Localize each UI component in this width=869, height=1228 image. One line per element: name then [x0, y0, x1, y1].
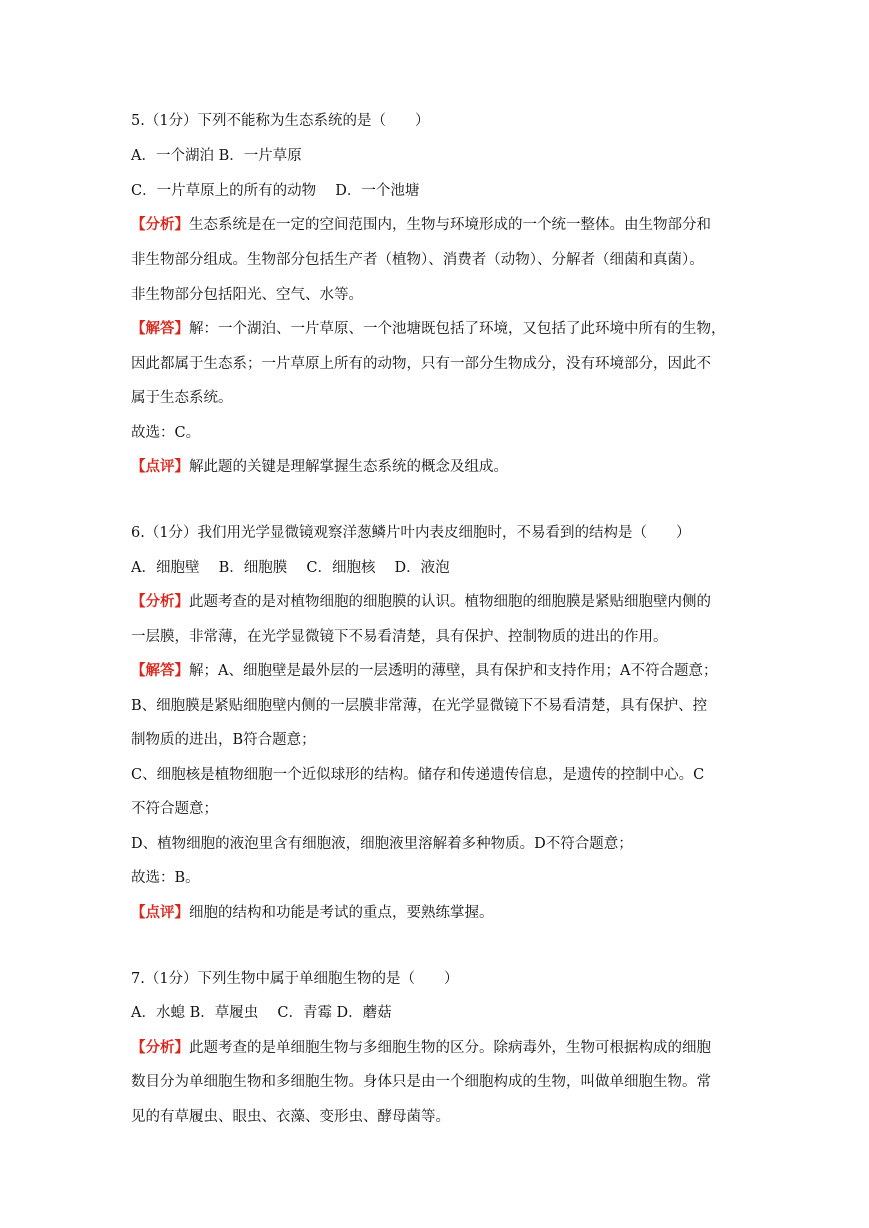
analysis-text: 此题考查的是单细胞生物与多细胞生物的区分。除病毒外，生物可根据构成的细胞	[189, 1040, 711, 1056]
question-6-choice: 故选：B。	[131, 870, 200, 886]
comment-tag: 【点评】	[131, 904, 189, 921]
question-6-answer-line-5: 不符合题意；	[131, 801, 218, 817]
question-5-options-ab: A．一个湖泊 B．一片草原	[131, 148, 302, 164]
analysis-text: 此题考查的是对植物细胞的细胞膜的认识。植物细胞的细胞膜是紧贴细胞壁内侧的	[189, 594, 711, 610]
question-5-options-cd: C．一片草原上的所有的动物 D．一个池塘	[131, 183, 420, 199]
question-6-answer-line-6: D、植物细胞的液泡里含有细胞液，细胞液里溶解着多种物质。D不符合题意；	[131, 836, 633, 852]
question-6-comment-line	[131, 903, 494, 923]
question-5-answer-line-3: 属于生态系统。	[131, 390, 233, 406]
comment-tag: 【点评】	[131, 458, 189, 475]
question-6-analysis-line	[131, 592, 711, 612]
question-7-analysis-line	[131, 1038, 711, 1058]
question-5-analysis-line	[131, 215, 711, 235]
analysis-text: 生态系统是在一定的空间范围内，生物与环境形成的一个统一整体。由生物部分和	[189, 217, 711, 233]
question-6-answer-line	[131, 661, 717, 681]
question-6-options: A．细胞壁 B．细胞膜 C．细胞核 D．液泡	[131, 560, 450, 576]
question-7-title: 7.（1分）下列生物中属于单细胞生物的是（ ）	[131, 971, 459, 987]
question-6-title: 6.（1分）我们用光学显微镜观察洋葱鳞片叶内表皮细胞时，不易看到的结构是（ ）	[131, 525, 691, 541]
question-5-analysis-line-3: 非生物部分包括阳光、空气、水等。	[131, 287, 363, 303]
answer-text: 解：一个湖泊、一片草原、一个池塘既包括了环境，又包括了此环境中所有的生物，	[189, 321, 726, 337]
question-7-analysis-line-3: 见的有草履虫、眼虫、衣藻、变形虫、酵母菌等。	[131, 1109, 450, 1125]
question-7-options: A．水螅 B．草履虫 C．青霉 D．蘑菇	[131, 1005, 392, 1021]
question-5-answer-line	[131, 319, 726, 339]
question-5-comment-line	[131, 457, 508, 477]
answer-tag: 【解答】	[131, 662, 189, 679]
analysis-tag: 【分析】	[131, 1039, 189, 1056]
question-6-answer-line-3: 制物质的进出，B符合题意；	[131, 732, 316, 748]
question-6-answer-line-2: B、细胞膜是紧贴细胞壁内侧的一层膜非常薄，在光学显微镜下不易看清楚，具有保护、控	[131, 698, 708, 714]
comment-text: 解此题的关键是理解掌握生态系统的概念及组成。	[189, 459, 508, 475]
analysis-tag: 【分析】	[131, 593, 189, 610]
question-5-title: 5.（1分）下列不能称为生态系统的是（ ）	[131, 113, 430, 129]
analysis-tag: 【分析】	[131, 216, 189, 233]
answer-tag: 【解答】	[131, 320, 189, 337]
answer-text: 解；A、细胞壁是最外层的一层透明的薄壁，具有保护和支持作用；A不符合题意；	[189, 663, 718, 679]
question-7-analysis-line-2: 数目分为单细胞生物和多细胞生物。身体只是由一个细胞构成的生物，叫做单细胞生物。常	[131, 1074, 711, 1090]
question-5-analysis-line-2: 非生物部分组成。生物部分包括生产者（植物）、消费者（动物）、分解者（细菌和真菌）。	[131, 252, 704, 268]
question-6-analysis-line-2: 一层膜，非常薄，在光学显微镜下不易看清楚，具有保护、控制物质的进出的作用。	[131, 629, 668, 645]
comment-text: 细胞的结构和功能是考试的重点，要熟练掌握。	[189, 905, 494, 921]
question-6-answer-line-4: C、细胞核是植物细胞一个近似球形的结构。储存和传递遗传信息，是遗传的控制中心。C	[131, 767, 705, 783]
question-5-answer-line-2: 因此都属于生态系；一片草原上所有的动物，只有一部分生物成分，没有环境部分，因此不	[131, 356, 711, 372]
question-5-choice: 故选：C。	[131, 425, 201, 441]
